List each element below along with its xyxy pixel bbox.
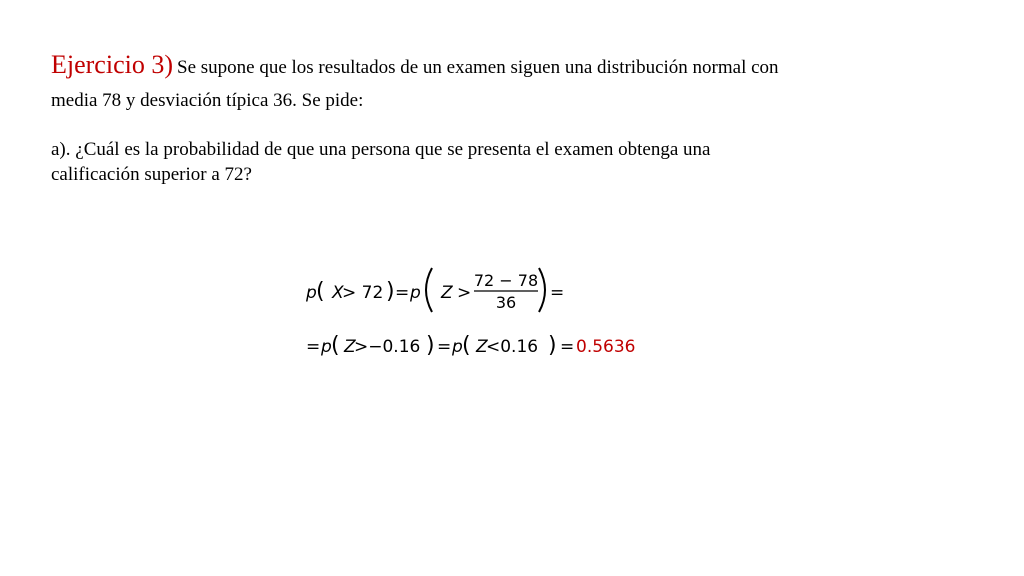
formula-result: 0.5636: [576, 337, 636, 357]
formula-variable: Z: [344, 337, 356, 357]
question-line2: calificación superior a 72?: [51, 164, 252, 185]
formula-line1: [305, 268, 564, 312]
formula-p: p: [410, 283, 421, 303]
formula-p: p: [452, 337, 463, 357]
formula-p: p: [306, 283, 317, 303]
formula-paren: (: [316, 279, 325, 304]
formula-line2: [306, 333, 635, 358]
formula-text: > 72: [342, 283, 384, 303]
formula-text: >−0.16: [354, 337, 421, 357]
fraction-numerator: 72 − 78: [473, 271, 539, 290]
formula-p: p: [321, 337, 332, 357]
formula-paren: ): [386, 279, 395, 304]
formula-equals: =: [437, 337, 452, 357]
formula-text: <0.16: [486, 337, 539, 357]
formula-variable: Z: [441, 283, 453, 303]
exercise-title: Ejercicio 3): [51, 50, 173, 79]
exercise-intro-line1: Se supone que los resultados de un examen siguen una distribución normal con: [177, 57, 779, 78]
formula-equals: =: [395, 283, 410, 303]
formula-paren: ): [548, 333, 557, 358]
big-right-paren: [539, 268, 545, 312]
formula-variable: X: [332, 283, 344, 303]
exercise-intro-line2: media 78 y desviación típica 36. Se pide:: [51, 90, 364, 111]
big-left-paren: [426, 268, 432, 312]
formula-operator: >: [457, 283, 472, 303]
formula-equals: =: [550, 283, 565, 303]
formula-equals: =: [306, 337, 321, 357]
formula-paren: ): [426, 333, 435, 358]
formula-variable: Z: [476, 337, 488, 357]
formula-paren: (: [462, 333, 471, 358]
question-line1: a). ¿Cuál es la probabilidad de que una persona que se presenta el examen obtenga una: [51, 139, 711, 160]
fraction-denominator: 36: [495, 293, 517, 312]
formula-paren: (: [331, 333, 340, 358]
formula-equals: =: [560, 337, 575, 357]
